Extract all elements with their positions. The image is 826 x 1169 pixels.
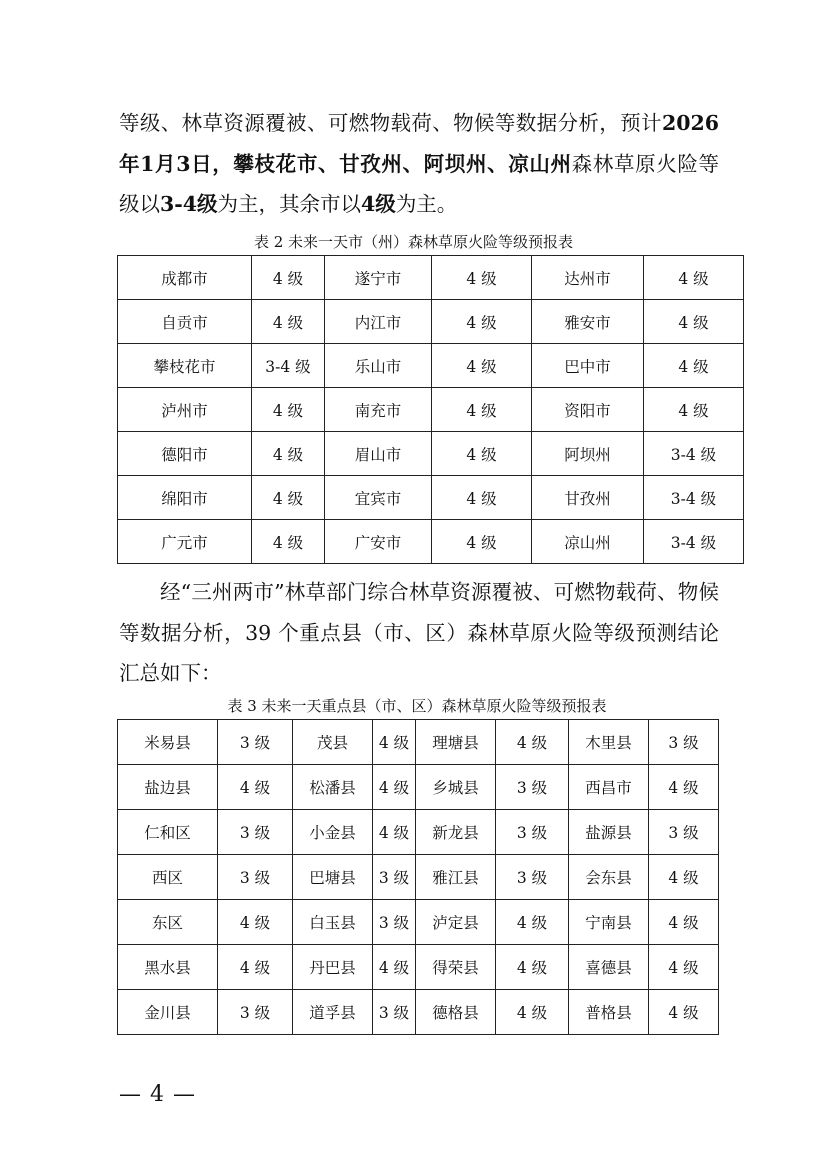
fire-level-cell: 4 级 [644,388,744,432]
region-name-cell: 白玉县 [293,900,373,945]
fire-level-cell: 4 级 [432,432,532,476]
region-name-cell: 内江市 [325,300,432,344]
table-row [118,900,719,945]
region-name-cell: 宁南县 [569,900,649,945]
fire-level-cell: 4 级 [496,720,569,765]
fire-level-cell: 4 级 [432,388,532,432]
region-name-cell: 成都市 [118,256,252,300]
region-name-cell: 木里县 [569,720,649,765]
fire-level-cell: 4 级 [649,855,719,900]
table-row [118,256,744,300]
fire-level-cell: 4 级 [373,945,416,990]
region-name-cell: 资阳市 [532,388,644,432]
paragraph-text: 为主，其余市以 [217,192,362,216]
region-name-cell: 盐边县 [118,765,218,810]
region-name-cell: 茂县 [293,720,373,765]
fire-level-cell: 4 级 [649,990,719,1035]
fire-level-cell: 4 级 [432,476,532,520]
region-name-cell: 德格县 [416,990,496,1035]
region-name-cell: 丹巴县 [293,945,373,990]
region-name-cell: 黑水县 [118,945,218,990]
table-row [118,765,719,810]
region-name-cell: 松潘县 [293,765,373,810]
paragraph-text: 为主。 [395,192,458,216]
fire-level-cell: 3-4 级 [644,432,744,476]
fire-level-cell: 4 级 [649,900,719,945]
fire-level-cell: 4 级 [373,720,416,765]
fire-level-cell: 4 级 [432,520,532,564]
region-name-cell: 普格县 [569,990,649,1035]
region-name-cell: 绵阳市 [118,476,252,520]
fire-level-cell: 3 级 [649,810,719,855]
fire-level-cell: 4 级 [496,900,569,945]
fire-level-cell: 4 级 [649,765,719,810]
region-name-cell: 自贡市 [118,300,252,344]
region-name-cell: 西昌市 [569,765,649,810]
paragraph-text: 等级、林草资源覆被、可燃物载荷、物候等数据分析，预计 [119,111,662,135]
fire-level-cell: 3 级 [218,990,293,1035]
region-name-cell: 会东县 [569,855,649,900]
fire-level-cell: 4 级 [252,520,325,564]
table-row [118,388,744,432]
fire-level-cell: 3 级 [373,855,416,900]
fire-level-cell: 4 级 [252,256,325,300]
fire-level-cell: 4 级 [644,256,744,300]
fire-level-cell: 3 级 [496,810,569,855]
region-name-cell: 南充市 [325,388,432,432]
table-row [118,720,719,765]
region-name-cell: 攀枝花市 [118,344,252,388]
fire-level-cell: 4 级 [373,810,416,855]
paragraph-text: 森林草原火险等级以 [119,151,720,216]
region-name-cell: 广元市 [118,520,252,564]
table-row [118,344,744,388]
region-name-cell: 阿坝州 [532,432,644,476]
fire-level-cell: 3 级 [373,900,416,945]
region-name-cell: 泸定县 [416,900,496,945]
region-name-cell: 乐山市 [325,344,432,388]
fire-level-cell: 3-4 级 [252,344,325,388]
fire-level-cell: 3 级 [218,720,293,765]
region-name-cell: 眉山市 [325,432,432,476]
region-name-cell: 金川县 [118,990,218,1035]
fire-level-cell: 4 级 [373,765,416,810]
key-regions: 攀枝花市、甘孜州、阿坝州、凉山州 [233,151,572,176]
fire-level-cell: 4 级 [644,300,744,344]
page-number: — 4 — [119,1082,196,1107]
table-row [118,300,744,344]
county-forecast-table [117,719,719,1035]
level-main: 4级 [361,192,396,216]
region-name-cell: 喜德县 [569,945,649,990]
fire-level-cell: 3 级 [496,855,569,900]
region-name-cell: 仁和区 [118,810,218,855]
region-name-cell: 凉山州 [532,520,644,564]
city-forecast-table [117,255,744,564]
fire-level-cell: 4 级 [496,945,569,990]
fire-level-cell: 4 级 [218,765,293,810]
table2-caption: 表 2 未来一天市（州）森林草原火险等级预报表 [253,233,574,251]
fire-level-cell: 4 级 [252,388,325,432]
region-name-cell: 巴中市 [532,344,644,388]
region-name-cell: 小金县 [293,810,373,855]
table-row [118,855,719,900]
region-name-cell: 乡城县 [416,765,496,810]
level-range: 3-4级 [160,192,218,216]
fire-level-cell: 4 级 [644,344,744,388]
region-name-cell: 雅江县 [416,855,496,900]
table-row [118,520,744,564]
fire-level-cell: 3 级 [649,720,719,765]
fire-level-cell: 3 级 [373,990,416,1035]
summary-paragraph: 经“三州两市”林草部门综合林草资源覆被、可燃物载荷、物候等数据分析，39 个重点县（市、区）森林草原火险等级预测结论汇总如下： [119,580,719,685]
fire-level-cell: 4 级 [252,432,325,476]
region-name-cell: 道孚县 [293,990,373,1035]
region-name-cell: 雅安市 [532,300,644,344]
fire-level-cell: 4 级 [218,945,293,990]
region-name-cell: 盐源县 [569,810,649,855]
fire-level-cell: 3-4 级 [644,476,744,520]
fire-level-cell: 4 级 [218,900,293,945]
table-row [118,990,719,1035]
region-name-cell: 米易县 [118,720,218,765]
fire-level-cell: 3 级 [218,810,293,855]
region-name-cell: 遂宁市 [325,256,432,300]
region-name-cell: 德阳市 [118,432,252,476]
region-name-cell: 泸州市 [118,388,252,432]
table-row [118,432,744,476]
fire-level-cell: 3 级 [496,765,569,810]
region-name-cell: 达州市 [532,256,644,300]
fire-level-cell: 4 级 [252,476,325,520]
table-row [118,945,719,990]
table-row [118,476,744,520]
fire-level-cell: 4 级 [432,256,532,300]
region-name-cell: 新龙县 [416,810,496,855]
region-name-cell: 得荣县 [416,945,496,990]
table3-caption: 表 3 未来一天重点县（市、区）森林草原火险等级预报表 [227,697,607,715]
fire-level-cell: 4 级 [252,300,325,344]
forecast-paragraph [119,103,719,225]
fire-level-cell: 3-4 级 [644,520,744,564]
forecast-date: 2026年1月3日， [119,111,719,176]
table-row [118,810,719,855]
region-name-cell: 宜宾市 [325,476,432,520]
fire-level-cell: 4 级 [432,300,532,344]
region-name-cell: 西区 [118,855,218,900]
region-name-cell: 理塘县 [416,720,496,765]
fire-level-cell: 4 级 [649,945,719,990]
region-name-cell: 东区 [118,900,218,945]
fire-level-cell: 3 级 [218,855,293,900]
fire-level-cell: 4 级 [432,344,532,388]
region-name-cell: 巴塘县 [293,855,373,900]
region-name-cell: 广安市 [325,520,432,564]
fire-level-cell: 4 级 [496,990,569,1035]
region-name-cell: 甘孜州 [532,476,644,520]
